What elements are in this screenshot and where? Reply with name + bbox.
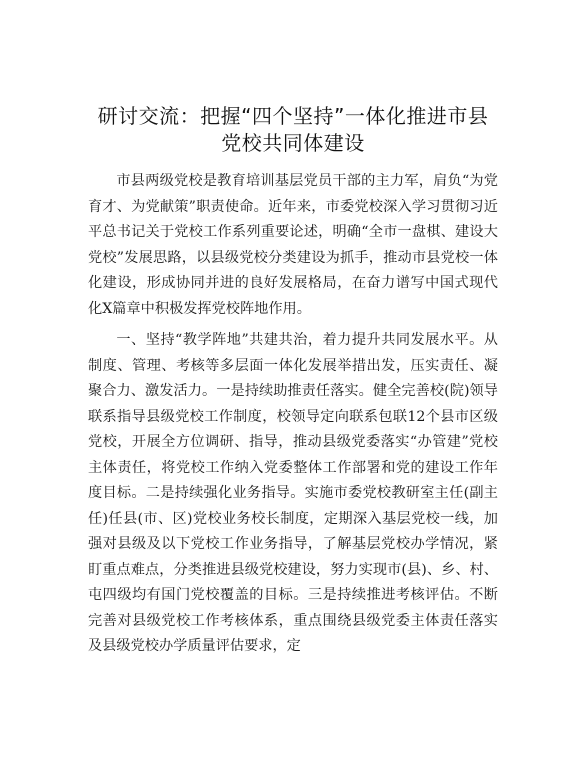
document-body <box>88 169 498 660</box>
paragraph-intro: 市县两级党校是教育培训基层党员干部的主力军，肩负“为党育才、为党献策”职责使命。近年来，市委党校深入学习贯彻习近平总书记关于党校工作系列重要论述，明确“全市一盘棋、建设大党校”发展思路，以县级党校分类建设为抓手，推动市县党校一体化建设，形成协同并进的良好发展格局，在奋力谱写中国式现代化X篇章中积极发挥党校阵地作用。 <box>88 173 498 317</box>
title-line-2: 党校共同体建设 <box>221 131 365 155</box>
paragraph-section-1: 一、坚持“教学阵地”共建共治，着力提升共同发展水平。从制度、管理、考核等多层面一体化发展举措出发，压实责任、凝聚合力、激发活力。一是持续助推责任落实。健全完善校(院)领导联系指导县级党校工作制度，校领导定向联系包联12个县市区级党校，开展全方位调研、指导，推动县级党委落实“办管建”党校主体责任，将党校工作纳入党委整体工作部署和党的建设工作年度目标。二是持续强化业务指导。实施市委党校教研室主任(副主任)任县(市、区)党校业务校长制度，定期深入基层党校一线，加强对县级及以下党校工作业务指导，了解基层党校办学情况，紧盯重点难点，分类推进县级党校建设，努力实现市(县)、乡、村、屯四级均有国门党校覆盖的目标。三是持续推进考核评估。不断完善对县级党校工作考核体系，重点围绕县级党委主体责任落实及县级党校办学质量评估要求，定 <box>88 332 498 654</box>
title-line-1: 研讨交流：把握“四个坚持”一体化推进市县 <box>97 104 489 128</box>
page-title <box>60 103 526 157</box>
